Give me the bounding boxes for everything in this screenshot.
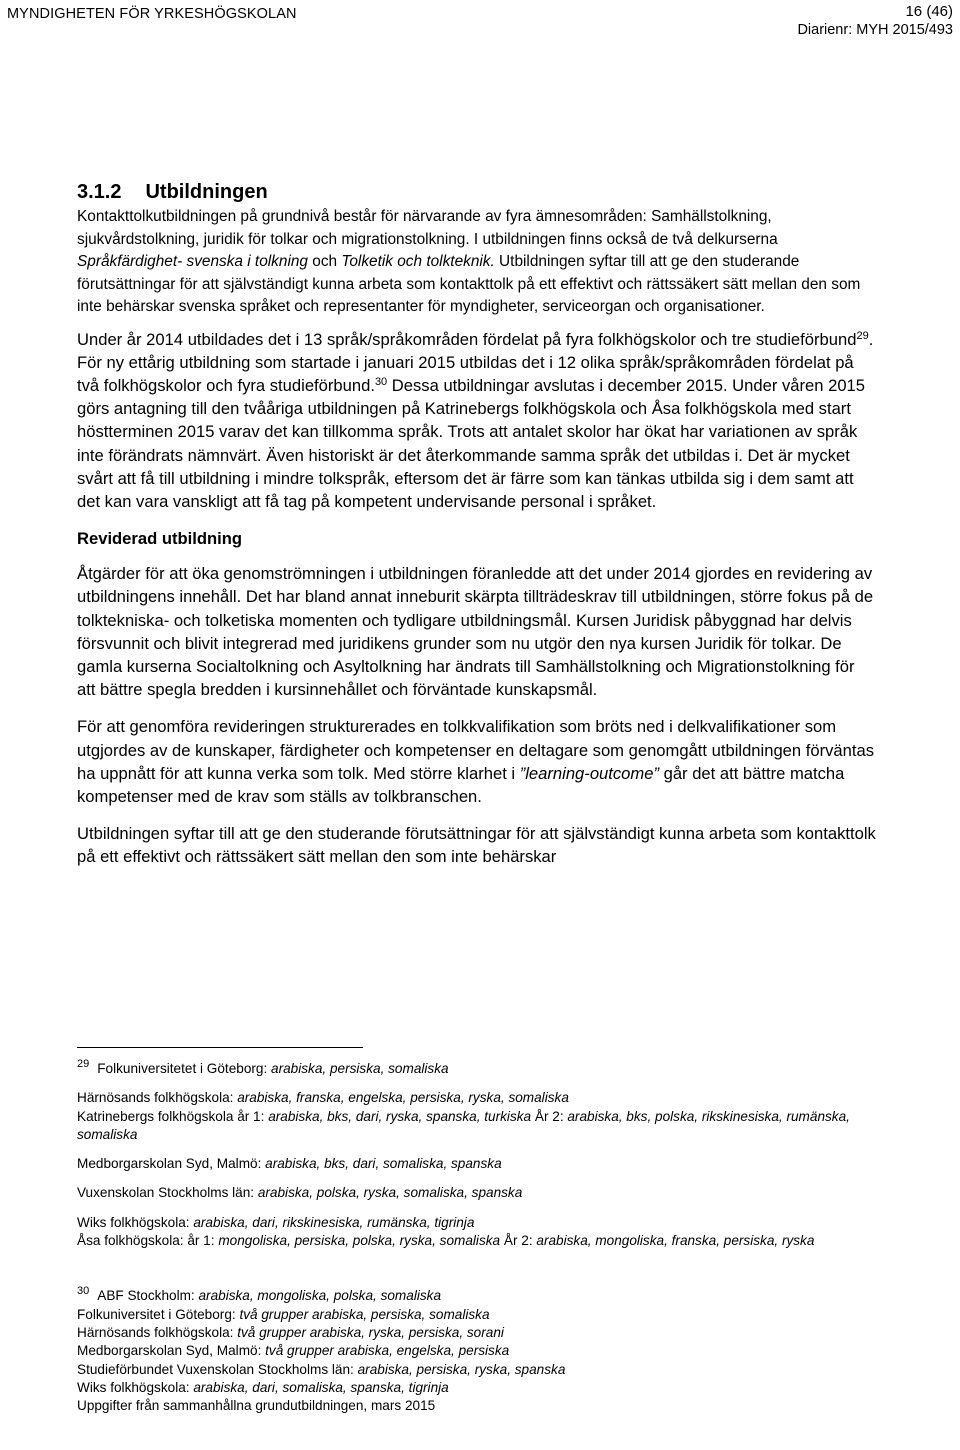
footnote-30-line-5 <box>77 1361 877 1379</box>
footnote-number-30: 30 <box>77 1285 90 1298</box>
footnote-29-line-1 <box>77 1055 877 1078</box>
footnote-ref-29[interactable]: 29 <box>856 329 869 342</box>
section-heading <box>77 180 877 204</box>
footnote-30-source: Uppgifter från sammanhållna grundutbildningen, mars 2015 <box>77 1398 436 1414</box>
school-name: Katrinebergs folkhögskola år 1: <box>77 1108 269 1124</box>
language-list: arabiska, bks, polska, rikskinesiska, rumänska, somaliska <box>77 1108 850 1142</box>
language-list: arabiska, mongoliska, franska, persiska, ryska <box>536 1233 815 1249</box>
languages-text-c: Dessa utbildningar avslutas i december 2015. Under våren 2015 görs antagning till den tvååriga utbildningen på Katrinebergs folkhögskola och Åsa folkhögskola med start höstterminen 2015 varav det kan tillkomma språk. Trots att antalet skolor har ökat har variationen av språk inte förändrats nämnvärt. Även historiskt är det återkommande samma språk det utbildas i. Det är mycket svårt att få till utbildning i mindre tolkspråk, eftersom det är färre som kan tänkas utbilda sig i dem samt att det kan vara vanskligt att få tag på kompetent undervisande personal i språket. <box>77 375 866 511</box>
school-name: ABF Stockholm: <box>97 1288 199 1304</box>
footnote-29-line-3 <box>77 1108 877 1145</box>
language-list: arabiska, persiska, somaliska <box>271 1061 449 1076</box>
intro-text-c: och <box>307 253 342 270</box>
school-name: Härnösands folkhögskola: <box>77 1090 238 1106</box>
language-list: arabiska, polska, ryska, somaliska, spanska <box>257 1185 523 1201</box>
language-list: arabiska, bks, dari, somaliska, spanska <box>265 1156 502 1172</box>
school-name: År 2: <box>500 1233 537 1249</box>
course-name-sprakfardighet: Språkfärdighet- svenska i tolkning <box>77 253 308 270</box>
school-name: Studieförbundet Vuxenskolan Stockholms län: <box>77 1361 358 1377</box>
footnote-29-line-4 <box>77 1155 877 1173</box>
school-name: Wiks folkhögskola: <box>77 1214 194 1230</box>
footnote-ref-30[interactable]: 30 <box>374 375 388 388</box>
language-list: arabiska, persiska, ryska, spanska <box>357 1361 566 1377</box>
school-name: Wiks folkhögskola: <box>77 1379 194 1395</box>
school-name: Vuxenskolan Stockholms län: <box>77 1185 258 1201</box>
paragraph-qualification <box>77 715 877 808</box>
page-header-meta <box>797 3 953 39</box>
school-name: Medborgarskolan Syd, Malmö: <box>77 1156 266 1172</box>
section-title: Utbildningen <box>145 181 268 203</box>
language-list: två grupper arabiska, ryska, persiska, sorani <box>237 1324 504 1340</box>
languages-text-b: . För ny ettårig utbildning som startade i januari 2015 utbildas det i 12 olika språk/språkområden fördelat på två folkhögskolor och fyra studieförbund. <box>77 329 874 395</box>
footnote-30-line-2 <box>77 1306 877 1324</box>
language-list: två grupper arabiska, engelska, persiska <box>265 1343 510 1359</box>
languages-text-a: Under år 2014 utbildades det i 13 språk/språkområden fördelat på fyra folkhögskolor och tre studieförbund <box>77 329 857 349</box>
language-list: arabiska, franska, engelska, persiska, ryska, somaliska <box>237 1090 569 1106</box>
learning-outcome-term: ”learning-outcome” <box>519 763 659 783</box>
footnote-number-29: 29 <box>77 1058 90 1070</box>
paragraph-revision: Åtgärder för att öka genomströmningen i utbildningen föranledde att det under 2014 gjordes en revidering av utbildningens innehåll. Det har bland annat inneburit skärpta tillträdeskrav till utbildningen, större fokus på de tolktekniska- och tolketiska momenten och tydligare utbildningsmål. Kursen Juridisk påbyggnad har delvis försvunnit och blivit integrerad med juridikens grunder som nu utgör den nya kursen Juridik för tolkar. De gamla kurserna Socialtolkning och Asyltolkning har ändrats till Samhällstolkning och Migrationstolkning för att bättre spegla bredden i kursinnehållet och förväntade kunskapsmål. <box>77 564 874 700</box>
footnote-29-line-2 <box>77 1089 877 1107</box>
language-list: två grupper arabiska, persiska, somaliska <box>239 1306 490 1322</box>
intro-text-a: Kontakttolkutbildningen på grundnivå består för närvarande av fyra ämnesområden: Samhällstolkning, sjukvårdstolkning, juridik för tolkar och migrationstolkning. I utbildningen finns också de två delkurserna <box>77 208 778 248</box>
paragraph-languages <box>77 328 877 514</box>
qualification-text-a: För att genomföra revideringen strukturerades en tolkkvalifikation som bröts ned i delkvalifikationer som utgjordes av de kunskaper, färdigheter och kompetenser en deltagare som genomgått utbildningen förväntas ha uppnått för att kunna verka som tolk. Med större klarhet i <box>77 717 875 783</box>
school-name: Medborgarskolan Syd, Malmö: <box>77 1343 266 1359</box>
school-name: Åsa folkhögskola: år 1: <box>77 1233 219 1249</box>
footnote-29-line-7 <box>77 1232 877 1250</box>
language-list: mongoliska, persiska, polska, ryska, somaliska <box>218 1233 501 1249</box>
school-name: Folkuniversitet i Göteborg: <box>77 1306 240 1322</box>
section-number: 3.1.2 <box>77 181 122 203</box>
agency-name: MYNDIGHETEN FÖR YRKESHÖGSKOLAN <box>7 6 297 22</box>
paragraph-intro <box>77 206 877 319</box>
page-number: 16 (46) <box>905 3 953 20</box>
footnote-30-line-6 <box>77 1379 877 1397</box>
footnote-30-line-1 <box>77 1282 877 1305</box>
footnote-29-line-5 <box>77 1184 877 1202</box>
diarie-number: Diarienr: MYH 2015/493 <box>797 22 953 38</box>
qualification-text-c: går det att bättre matcha kompetenser med de krav som ställs av tolkbranschen. <box>77 763 845 806</box>
footnote-29-line-6 <box>77 1214 877 1232</box>
intro-text-e: Utbildningen syftar till att ge den studerande förutsättningar för att självständigt kunna arbeta som kontakttolk på ett effektivt och rättssäkert sätt mellan den som inte behärskar svenska språket och representanter för myndigheter, serviceorgan och organisationer. <box>77 253 861 315</box>
paragraph-purpose: Utbildningen syftar till att ge den studerande förutsättningar för att självständigt kunna arbeta som kontakttolk på ett effektivt och rättssäkert sätt mellan den som inte behärskar <box>77 824 876 867</box>
course-name-tolketik: Tolketik och tolkteknik. <box>341 253 495 270</box>
language-list: arabiska, mongoliska, polska, somaliska <box>198 1288 442 1304</box>
school-name: Härnösands folkhögskola: <box>77 1324 238 1340</box>
school-name: Folkuniversitetet i Göteborg: <box>97 1061 272 1076</box>
language-list: arabiska, dari, rikskinesiska, rumänska, tigrinja <box>193 1214 475 1230</box>
footnote-30-line-4 <box>77 1342 877 1360</box>
main-content <box>77 180 877 883</box>
footnote-separator <box>77 1047 363 1048</box>
subheading-reviderad: Reviderad utbildning <box>77 529 243 549</box>
footnote-30-line-3 <box>77 1324 877 1342</box>
language-list: arabiska, bks, dari, ryska, spanska, turkiska <box>268 1108 532 1124</box>
school-name: År 2: <box>531 1108 568 1124</box>
footnotes <box>77 1055 877 1415</box>
language-list: arabiska, dari, somaliska, spanska, tigrinja <box>193 1379 449 1395</box>
